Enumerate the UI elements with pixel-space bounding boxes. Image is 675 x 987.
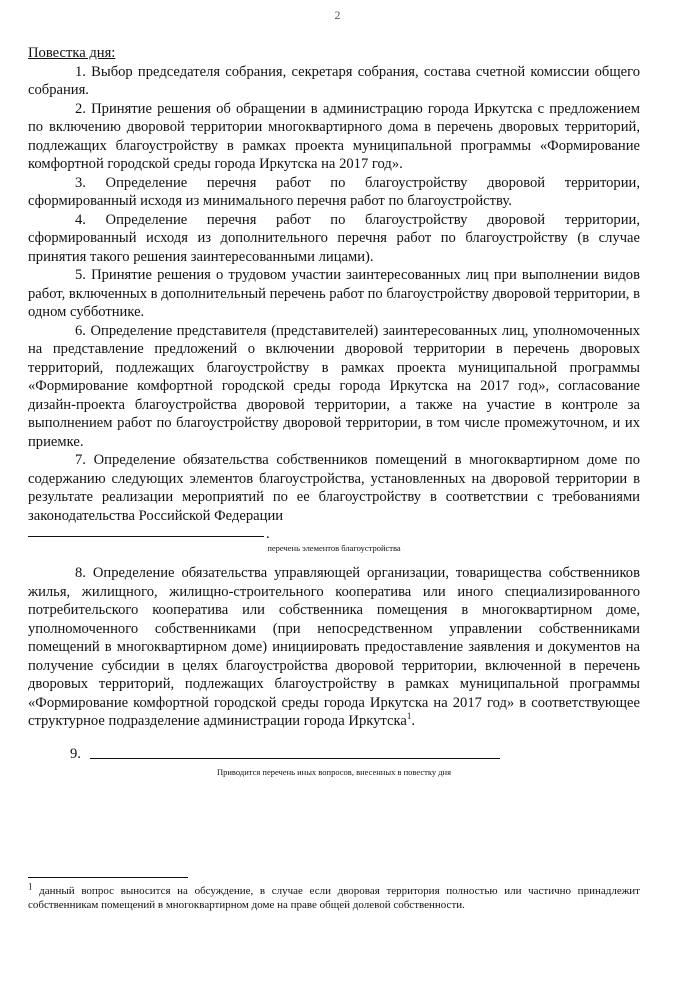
agenda-item-7: 7. Определение обязательства собственников помещений в многоквартирном доме по содержанию следующих элементов благоустройства, установленных на дворовой территории в результате реализации мероприятий по ее благоустройству в соответствии с требованиями законодательства Российской Федерации	[28, 452, 640, 524]
agenda-item-1: 1. Выбор председателя собрания, секретаря собрания, состава счетной комиссии общего собрания.	[28, 63, 640, 98]
agenda-item-5: 5. Принятие решения о трудовом участии заинтересованных лиц при выполнении видов работ, включенных в дополнительный перечень работ по благоустройству дворовой территории, в одном субботнике.	[28, 267, 640, 320]
item7-blank-line	[28, 525, 264, 537]
agenda-title: Повестка дня:	[28, 45, 116, 61]
agenda-item-8: 8. Определение обязательства управляющей организации, товарищества собственников жилья, жилищного, жилищно-строительного кооператива или иного специализированного потребительского кооператива или собственника помещения в многоквартирном доме, уполномоченного собственниками (при непосредственном управлении собственниками помещений в многоквартирном доме) инициировать предоставление заявления и документов на получение субсидии в целях благоустройства дворовой территории, включенной в перечень дворовых территорий, подлежащих благоустройству в рамках муниципальной программы «Формирование комфортной городской среды города Иркутска на 2017 год» в соответствующее структурное подразделение администрации города Иркутска$^1$.	[28, 565, 640, 729]
footnote-ref: 1	[406, 711, 412, 722]
item9-blank-line	[90, 758, 500, 759]
item9-caption: Приводится перечень иных вопросов, внесенных в повестку дня	[217, 766, 451, 777]
document-body	[28, 44, 640, 777]
item7-period: .	[266, 526, 270, 542]
footnote-divider	[28, 877, 188, 878]
item7-caption: перечень элементов благоустройства	[267, 543, 401, 553]
agenda-item-4: 4. Определение перечня работ по благоустройству дворовой территории, сформированный исходя из дополнительного перечня работ по благоустройству (в случае принятия такого решения заинтересованными лицами).	[28, 211, 640, 265]
footnote	[28, 881, 640, 912]
item7-fill-blank	[28, 525, 640, 555]
agenda-item-3: 3. Определение перечня работ по благоустройству дворовой территории, сформированный исходя из минимального перечня работ по благоустройству.	[28, 174, 640, 209]
agenda-item-2: 2. Принятие решения об обращении в администрацию города Иркутска с предложением по включению дворовой территории многоквартирного дома в перечень дворовых территорий, подлежащих благоустройству в рамках проекта муниципальной программы «Формирование комфортной городской среды города Иркутска на 2017 год».	[28, 100, 640, 172]
page-number: 2	[334, 8, 341, 22]
footnote-mark: 1	[28, 881, 33, 892]
footnote-text: данный вопрос выносится на обсуждение, в случае если дворовая территория полностью или частично принадлежит собственникам помещений в многоквартирном доме на праве общей долевой собственности.	[28, 885, 640, 911]
agenda-item-9	[28, 745, 640, 777]
agenda-item-6: 6. Определение представителя (представителей) заинтересованных лиц, уполномоченных на представление предложений о включении дворовой территории в перечень дворовых территорий, подлежащих благоустройству в рамках проекта муниципальной программы «Формирование комфортной городской среды города Иркутска на 2017 год», согласование дизайн-проекта благоустройства дворовой территории, а также на участие в контроле за выполнением работ по благоустройству дворовой территории, в том числе промежуточном, и их приемке.	[28, 322, 640, 450]
item9-number: 9.	[70, 745, 81, 762]
agenda-item-8-text: 8. Определение обязательства управляющей организации, товарищества собственников жилья, жилищного, жилищно-строительного кооператива или иного специализированного потребительского кооператива или собственника помещения в многоквартирном доме, уполномоченного собственниками (при непосредственном управлении собственниками помещений в многоквартирном доме) инициировать предоставление заявления и документов на получение субсидии в целях благоустройства дворовой территории, включенной в перечень дворовых территорий, подлежащих благоустройству в рамках муниципальной программы «Формирование комфортной городской среды города Иркутска на 2017 год» в соответствующее структурное подразделение администрации города Иркутска	[28, 565, 640, 729]
